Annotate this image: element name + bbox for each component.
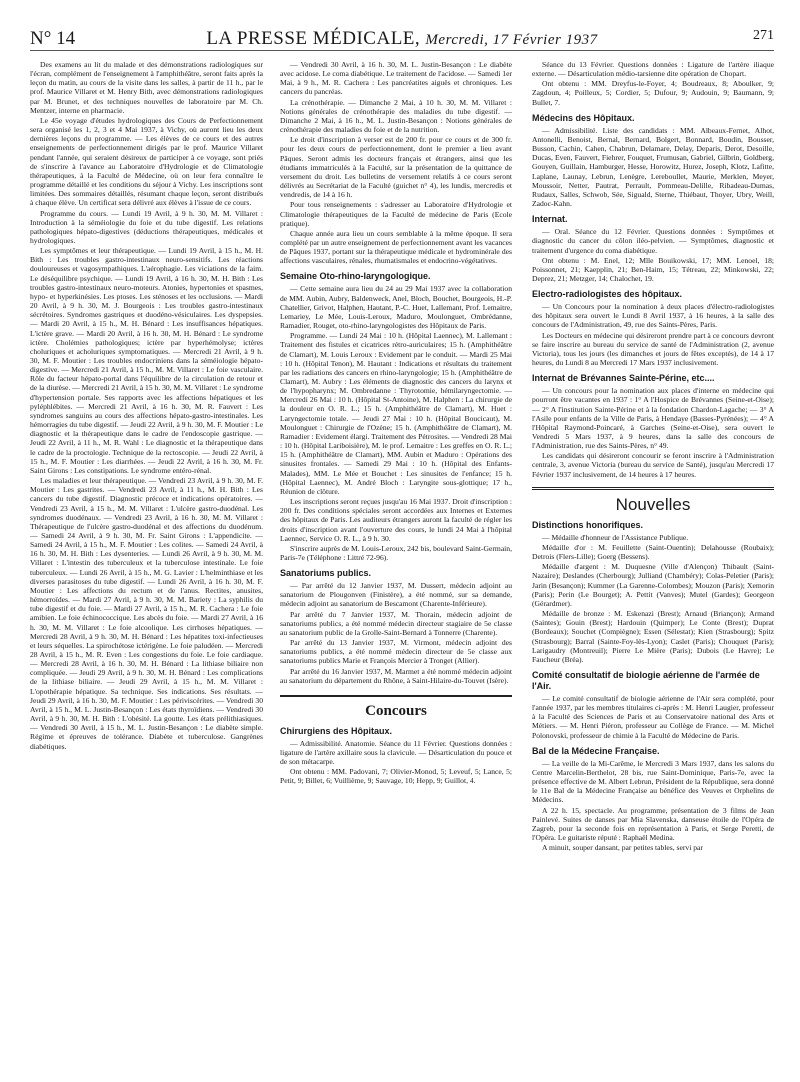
- paragraph: La crénothérapie. — Dimanche 2 Mai, à 10 h. 30, M. M. Villaret : Notions générales de crénothérapie des maladies du tube digestif. — Dimanche 2 Mai, à 16 h., M. L. Justin-Besançon : Notions générales de crénothérapie des maladies du foie et de la nutrition.: [280, 97, 512, 135]
- issue-number: N° 14: [30, 28, 76, 49]
- column-3: [532, 60, 774, 1065]
- paragraph: Le 45e voyage d'études hydrologiques des Cours de Perfectionnement sera organisé les 1, 2, 3 et 4 Mai 1937, à Vichy, où auront lieu les deux dernières leçons du programme. — Les élèves de ce cours et des autres enseignements de perfectionnement dirigés par le prof. Maurice Villaret pendant l'année, qui seraient désireux de participer à ce voyage, sont priés de s'inscrire à l'avance au Laboratoire d'Hydrologie et de Climatologie thérapeutiques, à la Faculté de Médecine, où on leur fera connaître le programme détaillé et les conditions du séjour à Vichy. Les inscriptions sont limitées. Des sommaires détaillés, résumant chaque leçon, seront distribués à chaque élève. Un certificat sera délivré aux élèves à l'issue de ce cours.: [30, 115, 263, 208]
- paragraph: Programme. — Lundi 24 Mai : 10 h. (Hôpital Laennec), M. Lallemant : Traitement des fistules et cicatrices rétro-auriculaires; 15 h. (Amphithéâtre de Clamart), M. Louis Leroux : Evidement par le conduit. — Mardi 25 Mai : 10 h. (Hôpital Tenon), M. Hautant : Indications et résultats du traitement par les radiations des cancers en rhino-laryngologie; 15 h. (Amphithéâtre de Clamart), M. Aubry : Les éléments de diagnostic des cancers du larynx et de l'hypopharynx; M. Ombredanne : Thyrotomie, hémilaryngectomie. — Mercredi 26 Mai : 10 h. (Hôpital St-Antoine), M. Halphen : La chirurgie de la douleur en O. R. L.; 15 h. (Amphithéâtre de Clamart), M. Huet : Laryngectomie totale. — Jeudi 27 Mai : 10 h. (Hôpital Boucicaut), M. Moulonguet : Chirurgie de l'Ozène; 15 h. (Amphithéâtre de Clamart), M. Ramadier : Evidement élargi. Traitement des Pétrosites. — Vendredi 28 Mai : 10 h. (Hôpital Lariboisière), M. le prof. Lemaitre : Les greffes en O. R. L.; 15 h. (Amphithéâtre de Clamart), MM. Aubin et Maduro : Opérations des sinusites frontales. — Samedi 29 Mai : 10 h. (Hôpital des Enfants-Malades), MM. Le Mée et Bouchet : Les sinusites de l'enfance; 15 h. (Hôpital Laennec), M. André Bloch : Laryngite sous-glottique; 17 h., Réunion de clôture.: [280, 331, 512, 496]
- paragraph: Médaille d'or : M. Feuillette (Saint-Ouentin); Delahousse (Roubaix); Detrois (Flers-Lille); Goerg (Bessens).: [532, 542, 774, 562]
- column-2: [280, 60, 512, 1065]
- section-heading: Médecins des Hôpitaux.: [532, 112, 635, 123]
- paragraph: Médaille de bronze : M. Eskenazi (Brest); Arnaud (Briançon); Armand (Saintes); Gouin (Brest); Hardouin (Quimper); Le Conte (Brest); Duprat (Bordeaux); Souchet (Compiègne); Essen (Sélestat); Kien (Strasbourg); Spitz (Strasbourg); Barral (Sainte-Foy-lès-Lyon); Caslet (Paris); Chouquet (Paris); Larigaudry (Montreuil); Pierre Le Mière (Paris); Dubois (Le Havre); Le Faucheur (Bréa).: [532, 609, 774, 664]
- page-header: [30, 22, 774, 52]
- section-heading: Distinctions honorifiques.: [532, 519, 644, 530]
- paragraph: — Cette semaine aura lieu du 24 au 29 Mai 1937 avec la collaboration de MM. Aubin, Aubry, Baldenweck, Anel, Bloch, Bouchet, Bourgeois, H.-P. Chatellier, Grivot, Halphen, Hautant, P.-C. Huet, Lallemant, Prof. Lemaitre, Lemariey, Le Mée, Louis-Leroux, Maduro, Moulonguet, Ombrédanne, Ramadier, Rouget, oto-rhino-laryngologistes des Hôpitaux de Paris.: [280, 284, 512, 331]
- paragraph: Ont obtenu : MM. Dreyfus-le-Foyer, 4; Boudreaux, 8; Aboulker, 9; Zagdoun, 4; Poilleux, 5; Cordier, 5; Dufour, 9; Audouin, 9; Baumann, 9; Bullet, 7.: [532, 79, 774, 107]
- nouvelles-heading: Nouvelles: [532, 487, 774, 514]
- paragraph: Des examens au lit du malade et des démonstrations radiologiques sur l'écran, complément de l'enseignement à l'amphithéâtre, seront faits après la leçon du matin, au cours de la visite dans les salles, à partir de 11 h., par le prof. Maurice Villaret et M. Henry Bith, avec démonstrations radiologiques par M. Brunet, et des techniques nouvelles de laboratoire par M. Ch. Mentzer, interne en pharmacie.: [30, 60, 263, 115]
- paragraph: — Médaille d'honneur de l'Assistance Publique.: [542, 532, 689, 542]
- paragraph: — Vendredi 30 Avril, à 16 h. 30, M. L. Justin-Besançon : Le diabète avec acidose. Le coma diabétique. Le traitement de l'acidose. — Samedi 1er Mai, à 9 h., M. R. Cachera : Les pancréatites aiguës et chroniques. Les cancers du pancréas.: [280, 60, 512, 97]
- paragraph: Les inscriptions seront reçues jusqu'au 16 Mai 1937. Droit d'inscription : 200 fr. Des conditions spéciales seront accordées aux Internes et Externes des hôpitaux de Paris. Les auditeurs étrangers auront la faculté de régler les droits d'inscription avant l'ouverture des cours, le lundi 24 Mai à l'hôpital Laennec, Service O. R. L., à 9 h. 30.: [280, 497, 512, 543]
- page-number: 271: [753, 28, 774, 43]
- paragraph: — Admissibilité. Liste des candidats : MM. Albeaux-Fernet, Alhot, Antonelli, Benoist, Bernal, Bernard, Bolgert, Bonnard, Boudin, Bousser, Busson, Cachin, Cahen, Chabrun, Delamare, Delay, Deparis, Derot, Desoille, Ducas, Even, Fauvert, Fiehrer, Fouquet, Frumusan, Gabriel, Gilbrin, Goldberg, Gouyen, Guillain, Hamburger, Hesse, Horowitz, Hurez, Joseph, Klotz, Lafitte, Laplane, Launay, Lebrun, Lenègre, Lereboullet, Maurie, Merklen, Meyer, Moussoir, Netter, Pautrat, Perrault, Pommeau-Delille, Ribadeau-Dumas, Rudaux, Salles, Schwob, Sée, Siguald, Sterne, Thiébaut, Thoyer, Ubry, Weill, Zadoc-Kahn.: [532, 125, 774, 209]
- section-heading: Electro-radiologistes des hôpitaux.: [532, 289, 683, 300]
- paragraph: Par arrêté du 13 Janvier 1937, M. Virmont, médecin adjoint des sanatoriums publics, a été nommé médecin directeur de 5e classe aux sanatoriums publics Marie et François Mercier à Tronget (Allier).: [280, 638, 512, 666]
- section-heading: Internat de Brévannes Sainte-Périne, etc....: [532, 373, 715, 384]
- journal-title: [30, 28, 774, 50]
- paragraph: Ont obtenu : M. Enel, 12; Mlle Bouikowski, 17; MM. Lenoel, 18; Poissonnet, 21; Kaepplin, 21; Ben-Haim, 15; Tétreau, 22; Minkowski, 22; Deprez, 21; Metzger, 14; Chalochet, 19.: [532, 255, 774, 283]
- paragraph: Les Docteurs en médecine qui désireront prendre part à ce concours devront se faire inscrire au bureau du service de santé de l'Administration (2, avenue Victoria), tous les jours (les dimanches et jours de fêtes exceptés), de 14 à 17 heures, du Lundi 8 au Mercredi 17 Mars 1937 inclusivement.: [532, 330, 774, 368]
- paragraph: Les candidats qui désireront concourir se feront inscrire à l'Administration centrale, 3, avenue Victoria (bureau du service de Santé), jusqu'au Mercredi 17 Février 1937 inclusivement, de 14 heures à 17 heures.: [532, 451, 774, 479]
- paragraph: — Le comité consultatif de biologie aérienne de l'Air sera complété, pour l'année 1937, par les membres titulaires ci-après : M. Henri Laugier, professeur à la Faculté des Sciences de Paris et au Conservatoire national des Arts et Métiers. — M. Henri Piéron, professeur au Collège de France. — M. Michel Polonovski, professeur de chimie à la Faculté de Médecine de Paris.: [532, 693, 774, 740]
- paragraph: Programme du cours. — Lundi 19 Avril, à 9 h. 30, M. M. Villaret : Introduction à la séméiologie du foie et du tube digestif. Les relations pathologiques hépato-digestives (déductions thérapeutiques, médicales et hydrologiques.: [30, 208, 263, 245]
- header-rule: [30, 50, 774, 51]
- paragraph: Par arrêté du 7 Janvier 1937, M. Thorain, médecin adjoint de sanatoriums publics, a été nommé médecin directeur stagiaire de 5e classe au sanatorium public de la Grolle-Saint-Bernard à Tonnerre (Charente).: [280, 609, 512, 637]
- section-heading: Sanatoriums publics.: [280, 568, 372, 579]
- paragraph: Pour tous renseignements : s'adresser au Laboratoire d'Hydrologie et Climatologie thérapeutiques de la Faculté de médecine de Paris (Ecole pratique).: [280, 200, 512, 228]
- paragraph: S'inscrire auprès de M. Louis-Leroux, 242 bis, boulevard Saint-Germain, Paris-7e (Téléphone : Littré 72-96).: [280, 543, 512, 562]
- paragraph: Médaille d'argent : M. Duquesne (Ville d'Alençon) Thibault (Saint-Nazaire); Deslandes (Cherbourg); Julliand (Chambéry); Colas-Peletier (Paris); Jarin (Besançon); Kummer (La Garenne-Colombes); Mouzon (Paris); Xemorin (Paris); Perin (Le Bourget); A. Pettit (Vanves); Mutel (Gardes); Georgeon (Gérardmer).: [532, 562, 774, 608]
- paragraph: Le droit d'inscription à verser est de 200 fr. pour ce cours et de 300 fr. pour les deux cours de perfectionnement, dont le premier a lieu avant Pâques. Seront admis les docteurs français et étrangers, ainsi que les étudiants immatriculés à la Faculté, sur la présentation de la quittance de versement du droit. Les bulletins de versement relatifs à ce cours seront délivrés au Secrétariat de la Faculté (guichet n° 4), les lundis, mercredis et vendredis, de 14 à 16 h.: [280, 135, 512, 200]
- paragraph: — Un Concours pour la nomination à deux places d'électro-radiologistes des hôpitaux sera ouvert le Lundi 8 Avril 1937, à 16 heures, à la salle des concours de l'Administration, 49, rue des Saints-Pères, Paris.: [532, 302, 774, 330]
- section-heading: Semaine Oto-rhino-laryngologique.: [280, 271, 431, 282]
- paragraph: Les maladies et leur thérapeutique. — Vendredi 23 Avril, à 9 h. 30, M. F. Moutier : Les gastrites. — Vendredi 23 Avril, à 11 h., M. H. Bith : Les cancers du tube digestif. Diagnostic précoce et indications opératoires. — Vendredi 23 Avril, à 15 h., M. M. Villaret : L'ulcère gastro-duodénal. Les syndromes duodénaux. — Vendredi 23 Avril, à 16 h. 30, M. M. Villaret : Thérapeutique de l'ulcère gastro-duodénal et des affections du duodénum. — Samedi 24 Avril, à 9 h. 30, M. Fr. Saint Girons : L'appendicite. — Samedi 24 Avril, à 15 h., M. F. Moutier : Les colites. — Samedi 24 Avril, à 16 h. 30, M. H. Bith : Les dysenteries. — Lundi 26 Avril, à 9 h. 30, M. M. Villaret : L'intestin des tuberculeux et la tuberculose intestinale. Le foie tuberculeux. — Lundi 26 Avril, à 15 h., M. G. Lavier : L'helminthiase et les diverses parasitoses du tube digestif. — Lundi 26 Avril, à 16 h. 30, M. F. Moutier : Les affections du rectum et de l'anus. Rectites, anusites, hémorroïdes. — Mardi 27 Avril, à 9 h. 30, M. M. Bariety : La syphilis du tube digestif et du foie. — Mardi 27 Avril, à 15 h., M. R. Cachera : Le foie amibien. Le foie échinococcique. Les abcès du foie. — Mardi 27 Avril, à 16 h. 30, M. M. Villaret : Le foie alcoolique. Les cirrhoses hépatiques. — Mercredi 28 Avril, à 9 h. 30, M. H. Bénard : Les hépatites toxi-infectieuses et leurs séquelles. La spirochétose ictérigène. Le foie paludéen. — Mercredi 28 Avril, à 15 h., M. R. Even : Les congestions du foie. Le foie cardiaque. — Mercredi 28 Avril, à 16 h. 30, M. H. Bénard : La lithiase biliaire non compliquée. — Jeudi 29 Avril, à 9 h. 30, M. H. Bénard : Les complications de la lithiase biliaire. — Jeudi 29 Avril, à 15 h., M. M. Villaret : L'opothérapie hépatique. Sa technique. Ses indications. Ses résultats. — Jeudi 29 Avril, à 16 h. 30, M. F. Moutier : Les périviscérites. — Vendredi 30 Avril, à 15 h., M. L. Justin-Besançon : Les états thyroïdiens. — Vendredi 30 Avril, à 9 h. 30, M. H. Bith : L'obésité. La goutte. Les états prélithiasiques. — Vendredi 30 Avril, à 15 h., M. L. Justin-Besançon : Le diabète simple. Régime et épreuves de tolérance. Diabète et tuberculose. Gangrènes diabétiques.: [30, 476, 263, 751]
- paragraph: — Oral. Séance du 12 Février. Questions données : Symptômes et diagnostic du cancer du côlon iléo-pelvien. — Symptômes, diagnostic et traitement d'urgence du coma diabétique.: [532, 227, 774, 255]
- paragraph: Les symptômes et leur thérapeutique. — Lundi 19 Avril, à 15 h., M. H. Bith : Les troubles gastro-intestinaux neuro-sensitifs. Les réactions douloureuses et vagosympathiques. L'aérophagie. Les viciations de la faim. Le déséquilibre psychique. — Lundi 19 Avril, à 16 h. 30, M. H. Bith : Les troubles gastro-intestinaux neuro-moteurs. Atonies, hypertonies et spasmes, hypo- et hyperkinésies. Les ptoses. Les sténoses et les occlusions. — Mardi 20 Avril, à 9 h. 30, M. J. Bourgeois : Les troubles gastro-intestinaux sécrétoires. Syndromes gastriques et duodéno-vésiculaires. Les dyspepsies. — Mardi 20 Avril, à 15 h., M. H. Bénard : Les insuffisances hépatiques. L'ictère grave. — Mardi 20 Avril, à 16 h. 30, M. H. Bénard : Le syndrome ictère. Cholémies pathologiques; ictère par hyperhémolyse; ictères choluriques et acholuriques symptomatiques. — Mercredi 21 Avril, à 9 h. 30, M. F. Moutier : Les troubles endocriniens dans la séméiologie hépato-digestive. — Mercredi 21 Avril, à 15 h., M. M. Villaret : Le foie vasculaire. Rôle du facteur hépato-portal dans l'équilibre de la circulation de retour et de la diurèse. — Mercredi 21 Avril, à 15 h. 30, M. M. Villaret : Le syndrome d'hypertension portale. Ses rapports avec les affections hépatiques et les pyléphlébites. — Mercredi 21 Avril, à 16 h. 30, M. R. Fauvert : Les syndromes sanguins au cours des affections hépato-gastro-intestinales. Les hémorragies du tube digestif. — Jeudi 22 Avril, à 9 h. 30, M. F. Moutier : Le diagnostic et la thérapeutique dans le cadre de l'endoscopie gastrique. — Jeudi 22 Avril, à 11 h., M. R. Wahl : Le diagnostic et la thérapeutique dans le cadre de la proctologie. Technique de la rectoscopie. — Jeudi 22 Avril, à 15 h., M. F. Moutier : Les diarrhées. — Jeudi 22 Avril, à 16 h. 30, M. Fr. Saint Girons : Les constipations. Le syndrome entéro-rénal.: [30, 246, 263, 475]
- paragraph: A 22 h. 15, spectacle. Au programme, présentation de 3 films de Jean Painlevé. Suites de danses par Mia Slavenska, danseuse étoile de l'Opéra de Zagreb, pour la seconde fois en représentation à Paris, et Serge Peretti, de l'Opéra. Le guitariste réputé : Raphaël Medina.: [532, 805, 774, 842]
- paragraph: — Un concours pour la nomination aux places d'interne en médecine qui pourront être vacantes en 1937 : 1° A l'Hospice de Brévannes (Seine-et-Oise); — 2° A l'institution Sainte-Périne et à la fondation Chardon-Lagache; — 3° A l'Asile pour enfants de la Ville de Paris, à Hendaye (Basses-Pyrénées); — 4° A l'Hôpital Raymond-Poincaré, à Garches (Seine-et-Oise), sera ouvert le Vendredi 5 Mars 1937, à 9 heures, dans la salle des concours de l'Administration, rue des Saints-Pères, n° 49.: [532, 386, 774, 451]
- paragraph: — La veille de la Mi-Carême, le Mercredi 3 Mars 1937, dans les salons du Centre Marcelin-Berthelot, 28 bis, rue Saint-Dominique, Paris-7e, avec la présence effective de M. Albert Lebrun, Président de la République, sera donné le 11e Bal de la Médecine Française au bénéfice des Veuves et Orphelins de Médecins.: [532, 758, 774, 805]
- paragraph: Par arrêté du 16 Janvier 1937, M. Marmet a été nommé médecin adjoint au sanatorium du département du Rhône, à Saint-Hilaire-du-Touvet (Isère).: [280, 666, 512, 685]
- section-heading: Comité consultatif de biologie aérienne de l'armée de l'Air.: [532, 669, 760, 691]
- section-heading: Bal de la Médecine Française.: [532, 745, 660, 756]
- journal-name: LA PRESSE MÉDICALE,: [206, 28, 421, 49]
- paragraph: — Admissibilité. Anatomie. Séance du 11 Février. Questions données : ligature de l'artère axillaire sous la clavicule. — Désarticulation du pouce et de son métacarpe.: [280, 738, 512, 767]
- paragraph: Séance du 13 Février. Questions données : Ligature de l'artère iliaque externe. — Désarticulation médio-tarsienne dite opération de Chopart.: [532, 60, 774, 79]
- paragraph: Chaque année aura lieu un cours semblable à la même époque. Il sera complété par un autre enseignement de perfectionnement avant les vacances de Pâques 1937, portant sur la thérapeutique médicale et hydrominérale des affections vasculaires, rénales, rhumatismales et endocrino-végétatives.: [280, 228, 512, 266]
- concours-heading: Concours: [280, 695, 512, 720]
- issue-date: Mercredi, 17 Février 1937: [425, 32, 598, 48]
- section-heading: Chirurgiens des Hôpitaux.: [280, 725, 393, 736]
- paragraph: Ont obtenu : MM. Padovani, 7; Olivier-Monod, 5; Leveuf, 5; Lance, 5; Petit, 9; Billet, 6; Vuillième, 9; Sauvage, 10; Hepp, 9; Guillot, 4.: [280, 767, 512, 786]
- section-heading: Internat.: [532, 214, 568, 225]
- column-1: [30, 60, 263, 1065]
- paragraph: — Par arrêté du 12 Janvier 1937, M. Dussert, médecin adjoint au sanatorium de Plougonven (Finistère), a été nommé, sur sa demande, médecin adjoint au sanatorium de Bescamont (Charente-Inférieure).: [280, 581, 512, 609]
- paragraph: A minuit, souper dansant, par petites tables, servi par: [542, 843, 703, 853]
